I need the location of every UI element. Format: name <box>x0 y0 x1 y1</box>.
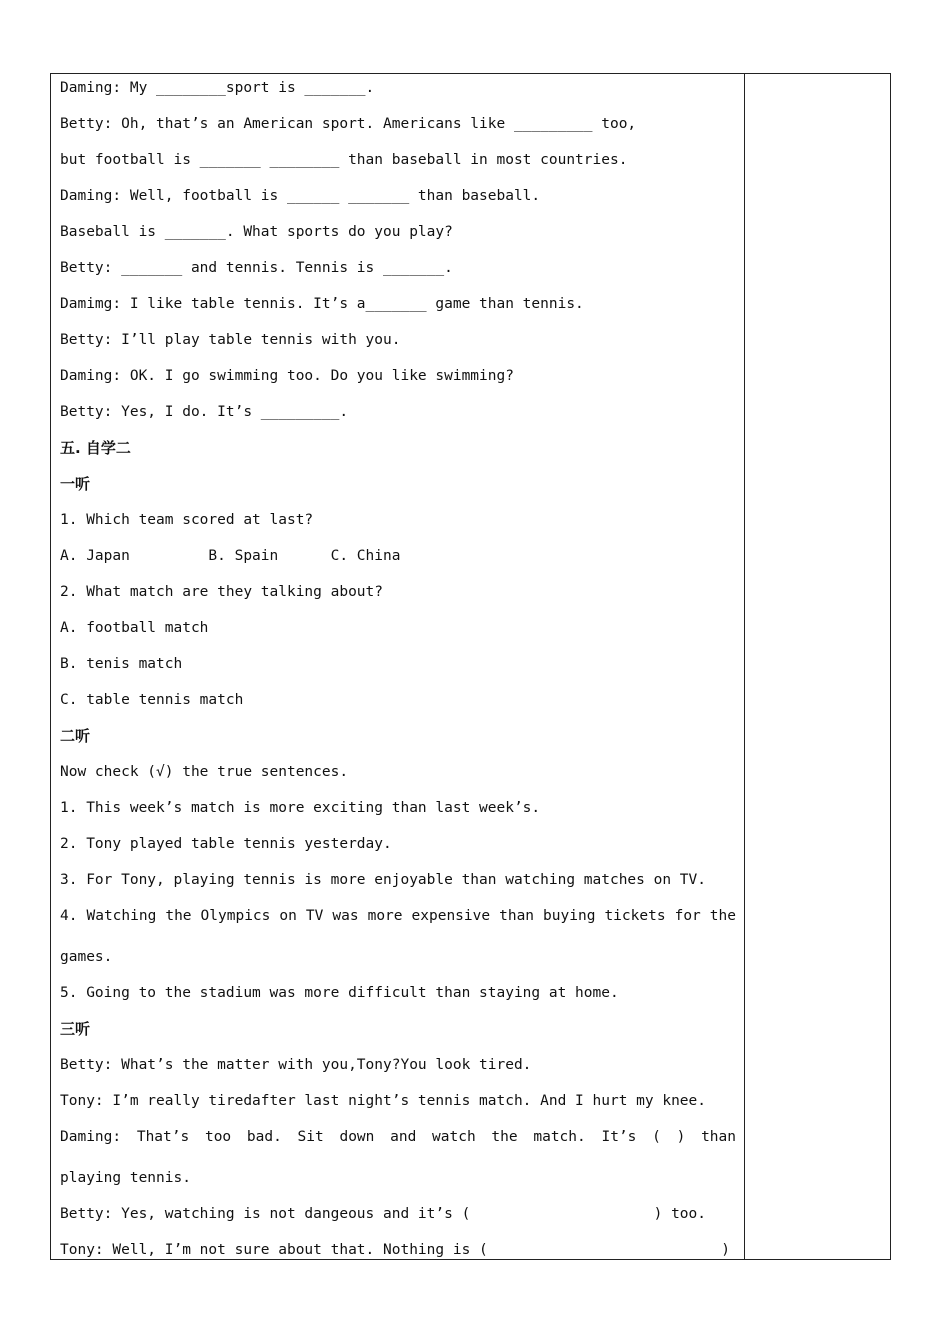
dialogue-line: Damimg: I like table tennis. It’s a_______ game than tennis. <box>60 296 584 312</box>
dialogue-line: Daming: Well, football is ______ _______ than baseball. <box>60 188 541 204</box>
dialogue-line: Daming: OK. I go swimming too. Do you like swimming? <box>60 368 514 384</box>
dialogue-line: Baseball is _______. What sports do you play? <box>60 224 453 240</box>
dialogue-line: Betty: What’s the matter with you,Tony?You look tired. <box>60 1057 532 1073</box>
dialogue-line: but football is _______ ________ than baseball in most countries. <box>60 152 628 168</box>
statement: 1. This week’s match is more exciting than last week’s. <box>60 800 541 816</box>
listen2-heading: 二听 <box>60 727 91 745</box>
dialogue-line <box>60 1239 736 1275</box>
listen1-heading: 一听 <box>60 475 91 493</box>
question-1: 1. Which team scored at last? <box>60 512 314 528</box>
instruction: Now check (√) the true sentences. <box>60 764 349 780</box>
dialogue-line: Betty: _______ and tennis. Tennis is _______. <box>60 260 453 276</box>
option-b: B. tenis match <box>60 656 183 672</box>
statement-continued: games. <box>60 949 113 965</box>
option-c: C. table tennis match <box>60 692 244 708</box>
dialogue-line: Betty: Yes, I do. It’s _________. <box>60 404 349 420</box>
main-cell <box>60 77 736 1275</box>
statement: 5. Going to the stadium was more difficult than staying at home. <box>60 985 619 1001</box>
statement: 3. For Tony, playing tennis is more enjoyable than watching matches on TV. <box>60 872 707 888</box>
dialogue-text: Tony: Well, I’m not sure about that. Nothing is ( <box>60 1242 488 1258</box>
statement: 4. Watching the Olympics on TV was more expensive than buying tickets for the <box>60 908 736 924</box>
dialogue-line: Betty: I’ll play table tennis with you. <box>60 332 401 348</box>
question-1-options: A. Japan B. Spain C. China <box>60 548 401 564</box>
column-divider <box>744 73 745 1260</box>
closing-paren: ) <box>721 1242 730 1258</box>
dialogue-line: Betty: Yes, watching is not dangeous and it’s ( ) too. <box>60 1206 707 1222</box>
option-a: A. football match <box>60 620 209 636</box>
dialogue-line: Daming: That’s too bad. Sit down and watch the match. It’s ( ) than <box>60 1129 736 1145</box>
listen3-heading: 三听 <box>60 1020 91 1038</box>
dialogue-line: Tony: I’m really tiredafter last night’s tennis match. And I hurt my knee. <box>60 1093 707 1109</box>
dialogue-line: Betty: Oh, that’s an American sport. Americans like _________ too, <box>60 116 637 132</box>
dialogue-line: Daming: My ________sport is _______. <box>60 80 375 96</box>
statement: 2. Tony played table tennis yesterday. <box>60 836 392 852</box>
section-title: 五. 自学二 <box>60 439 131 457</box>
dialogue-line-continued: playing tennis. <box>60 1170 191 1186</box>
question-2: 2. What match are they talking about? <box>60 584 384 600</box>
